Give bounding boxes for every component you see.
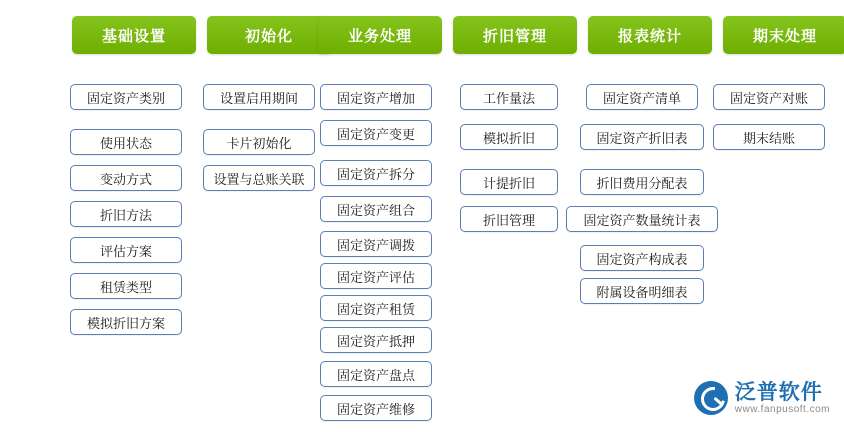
node-item[interactable]: 折旧费用分配表 [580, 169, 704, 195]
node-item[interactable]: 固定资产清单 [586, 84, 698, 110]
node-item[interactable]: 附属设备明细表 [580, 278, 704, 304]
node-item[interactable]: 固定资产租赁 [320, 295, 432, 321]
node-item[interactable]: 固定资产调拨 [320, 231, 432, 257]
node-item[interactable]: 折旧管理 [460, 206, 558, 232]
column-header-3[interactable]: 业务处理 [318, 16, 442, 54]
node-item[interactable]: 使用状态 [70, 129, 182, 155]
column-header-1[interactable]: 基础设置 [72, 16, 196, 54]
node-item[interactable]: 设置与总账关联 [203, 165, 315, 191]
node-item[interactable]: 模拟折旧方案 [70, 309, 182, 335]
logo-subtitle: www.fanpusoft.com [734, 403, 830, 415]
column-header-4[interactable]: 折旧管理 [453, 16, 577, 54]
node-item[interactable]: 固定资产类别 [70, 84, 182, 110]
node-item[interactable]: 变动方式 [70, 165, 182, 191]
node-item[interactable]: 折旧方法 [70, 201, 182, 227]
node-item[interactable]: 固定资产组合 [320, 196, 432, 222]
column-header-2[interactable]: 初始化 [207, 16, 331, 54]
node-item[interactable]: 模拟折旧 [460, 124, 558, 150]
node-item[interactable]: 固定资产对账 [713, 84, 825, 110]
node-item[interactable]: 固定资产评估 [320, 263, 432, 289]
node-item[interactable]: 固定资产维修 [320, 395, 432, 421]
brand-logo [694, 375, 830, 421]
node-item[interactable]: 期末结账 [713, 124, 825, 150]
node-item[interactable]: 固定资产增加 [320, 84, 432, 110]
node-item[interactable]: 卡片初始化 [203, 129, 315, 155]
node-item[interactable]: 固定资产变更 [320, 120, 432, 146]
logo-mark-icon [694, 381, 728, 415]
node-item[interactable]: 固定资产数量统计表 [566, 206, 718, 232]
node-item[interactable]: 评估方案 [70, 237, 182, 263]
node-item[interactable]: 固定资产折旧表 [580, 124, 704, 150]
logo-text [735, 381, 830, 416]
column-header-5[interactable]: 报表统计 [588, 16, 712, 54]
node-item[interactable]: 租赁类型 [70, 273, 182, 299]
node-item[interactable]: 计提折旧 [460, 169, 558, 195]
node-item[interactable]: 设置启用期间 [203, 84, 315, 110]
node-item[interactable]: 固定资产盘点 [320, 361, 432, 387]
node-item[interactable]: 固定资产抵押 [320, 327, 432, 353]
logo-title: 泛普软件 [734, 380, 823, 404]
node-item[interactable]: 固定资产构成表 [580, 245, 704, 271]
column-header-6[interactable]: 期末处理 [723, 16, 844, 54]
node-item[interactable]: 工作量法 [460, 84, 558, 110]
node-item[interactable]: 固定资产拆分 [320, 160, 432, 186]
